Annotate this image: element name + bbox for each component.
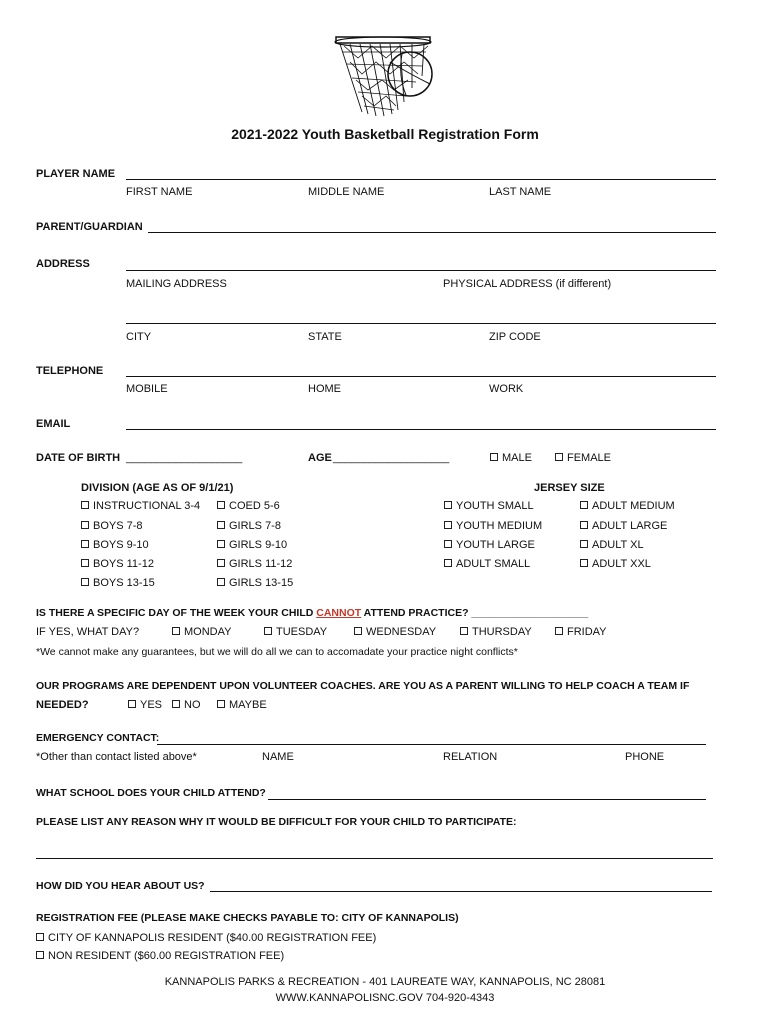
age-blank[interactable]: ___________________ (333, 452, 450, 464)
checkbox-icon (217, 521, 225, 529)
checkbox-icon (217, 501, 225, 509)
checkbox-icon (172, 700, 180, 708)
practice-note: *We cannot make any guarantees, but we will do all we can to accomadate your practice night conflicts* (36, 646, 518, 658)
jersey-option[interactable]: ADULT MEDIUM (580, 500, 675, 512)
checkbox-icon (81, 578, 89, 586)
dob-blank[interactable]: ___________________ (126, 452, 243, 464)
form-title: 2021-2022 Youth Basketball Registration Form (231, 126, 539, 142)
checkbox-icon (81, 559, 89, 567)
checkbox-icon (81, 521, 89, 529)
emergency-name-caption: NAME (262, 751, 294, 763)
mailing-address-caption: MAILING ADDRESS (126, 278, 227, 290)
telephone-line[interactable] (126, 376, 716, 377)
checkbox-icon (460, 627, 468, 635)
day-option-friday[interactable]: FRIDAY (555, 626, 607, 638)
player-name-label: PLAYER NAME (36, 168, 116, 180)
checkbox-icon (264, 627, 272, 635)
first-name-caption: FIRST NAME (126, 186, 193, 198)
day-option-monday[interactable]: MONDAY (172, 626, 231, 638)
school-label: WHAT SCHOOL DOES YOUR CHILD ATTEND? (36, 787, 266, 799)
jersey-option[interactable]: ADULT XXL (580, 558, 651, 570)
state-caption: STATE (308, 331, 342, 343)
address-line-2[interactable] (126, 323, 716, 324)
school-line[interactable] (268, 799, 706, 800)
emergency-line[interactable] (157, 744, 706, 745)
middle-name-caption: MIDDLE NAME (308, 186, 385, 198)
day-option-tuesday[interactable]: TUESDAY (264, 626, 327, 638)
jersey-option[interactable]: ADULT SMALL (444, 558, 530, 570)
day-option-wednesday[interactable]: WEDNESDAY (354, 626, 436, 638)
division-option[interactable]: INSTRUCTIONAL 3-4 (81, 500, 200, 512)
fee-label: REGISTRATION FEE (PLEASE MAKE CHECKS PAYABLE TO: CITY OF KANNAPOLIS) (36, 912, 459, 924)
female-option[interactable]: FEMALE (555, 452, 611, 464)
jersey-option[interactable]: YOUTH MEDIUM (444, 520, 542, 532)
reason-line[interactable] (36, 858, 713, 859)
checkbox-icon (490, 453, 498, 461)
city-caption: CITY (126, 331, 152, 343)
practice-question: IS THERE A SPECIFIC DAY OF THE WEEK YOUR CHILD CANNOT ATTEND PRACTICE? ____________________ (36, 607, 589, 619)
fee-nonresident-option[interactable]: NON RESIDENT ($60.00 REGISTRATION FEE) (36, 950, 284, 962)
emergency-relation-caption: RELATION (443, 751, 498, 763)
parent-guardian-line[interactable] (148, 232, 716, 233)
checkbox-icon (444, 559, 452, 567)
age-label: AGE (308, 452, 332, 464)
zip-caption: ZIP CODE (489, 331, 541, 343)
checkbox-icon (555, 627, 563, 635)
male-option[interactable]: MALE (490, 452, 532, 464)
player-name-line[interactable] (126, 179, 716, 180)
checkbox-icon (128, 700, 136, 708)
fee-resident-option[interactable]: CITY OF KANNAPOLIS RESIDENT ($40.00 REGISTRATION FEE) (36, 932, 376, 944)
footer-address: KANNAPOLIS PARKS & RECREATION - 401 LAUREATE WAY, KANNAPOLIS, NC 28081 (164, 976, 606, 988)
emergency-phone-caption: PHONE (625, 751, 665, 763)
checkbox-icon (444, 540, 452, 548)
basketball-hoop-logo (332, 32, 442, 122)
division-option[interactable]: BOYS 13-15 (81, 577, 155, 589)
checkbox-icon (354, 627, 362, 635)
checkbox-icon (36, 951, 44, 959)
checkbox-icon (580, 540, 588, 548)
division-option[interactable]: GIRLS 11-12 (217, 558, 292, 570)
hear-label: HOW DID YOU HEAR ABOUT US? (36, 880, 205, 892)
address-label: ADDRESS (36, 258, 90, 270)
jersey-option[interactable]: ADULT LARGE (580, 520, 667, 532)
jersey-header: JERSEY SIZE (534, 482, 605, 494)
day-option-thursday[interactable]: THURSDAY (460, 626, 532, 638)
last-name-caption: LAST NAME (489, 186, 552, 198)
address-line-1[interactable] (126, 270, 716, 271)
home-caption: HOME (308, 383, 341, 395)
division-option[interactable]: GIRLS 7-8 (217, 520, 281, 532)
coach-question-line2: NEEDED? (36, 699, 89, 711)
coach-no-option[interactable]: NO (172, 699, 201, 711)
parent-guardian-label: PARENT/GUARDIAN (36, 221, 143, 233)
checkbox-icon (81, 501, 89, 509)
coach-question-line1: OUR PROGRAMS ARE DEPENDENT UPON VOLUNTEER COACHES. ARE YOU AS A PARENT WILLING TO HELP COACH A TEAM IF (36, 680, 690, 692)
division-option[interactable]: COED 5-6 (217, 500, 280, 512)
checkbox-icon (444, 521, 452, 529)
coach-maybe-option[interactable]: MAYBE (217, 699, 267, 711)
checkbox-icon (36, 933, 44, 941)
physical-address-caption: PHYSICAL ADDRESS (if different) (443, 278, 612, 290)
checkbox-icon (580, 559, 588, 567)
cannot-emphasis: CANNOT (316, 607, 362, 619)
email-line[interactable] (126, 429, 716, 430)
checkbox-icon (172, 627, 180, 635)
hear-line[interactable] (210, 891, 712, 892)
division-option[interactable]: BOYS 11-12 (81, 558, 154, 570)
checkbox-icon (555, 453, 563, 461)
footer-website-phone: WWW.KANNAPOLISNC.GOV 704-920-4343 (275, 992, 495, 1004)
dob-label: DATE OF BIRTH (36, 452, 121, 464)
telephone-label: TELEPHONE (36, 365, 104, 377)
checkbox-icon (580, 501, 588, 509)
reason-label: PLEASE LIST ANY REASON WHY IT WOULD BE DIFFICULT FOR YOUR CHILD TO PARTICIPATE: (36, 816, 517, 828)
checkbox-icon (217, 700, 225, 708)
checkbox-icon (444, 501, 452, 509)
division-option[interactable]: BOYS 7-8 (81, 520, 143, 532)
checkbox-icon (580, 521, 588, 529)
jersey-option[interactable]: YOUTH LARGE (444, 539, 535, 551)
division-header: DIVISION (AGE AS OF 9/1/21) (81, 482, 234, 494)
jersey-option[interactable]: YOUTH SMALL (444, 500, 534, 512)
emergency-label: EMERGENCY CONTACT: (36, 732, 160, 744)
emergency-note: *Other than contact listed above* (36, 751, 197, 763)
if-yes-label: IF YES, WHAT DAY? (36, 626, 140, 638)
work-caption: WORK (489, 383, 524, 395)
division-option[interactable]: GIRLS 13-15 (217, 577, 293, 589)
mobile-caption: MOBILE (126, 383, 168, 395)
division-option[interactable]: BOYS 9-10 (81, 539, 149, 551)
checkbox-icon (81, 540, 89, 548)
division-option[interactable]: GIRLS 9-10 (217, 539, 287, 551)
checkbox-icon (217, 578, 225, 586)
checkbox-icon (217, 559, 225, 567)
coach-yes-option[interactable]: YES (128, 699, 162, 711)
jersey-option[interactable]: ADULT XL (580, 539, 644, 551)
checkbox-icon (217, 540, 225, 548)
email-label: EMAIL (36, 418, 71, 430)
